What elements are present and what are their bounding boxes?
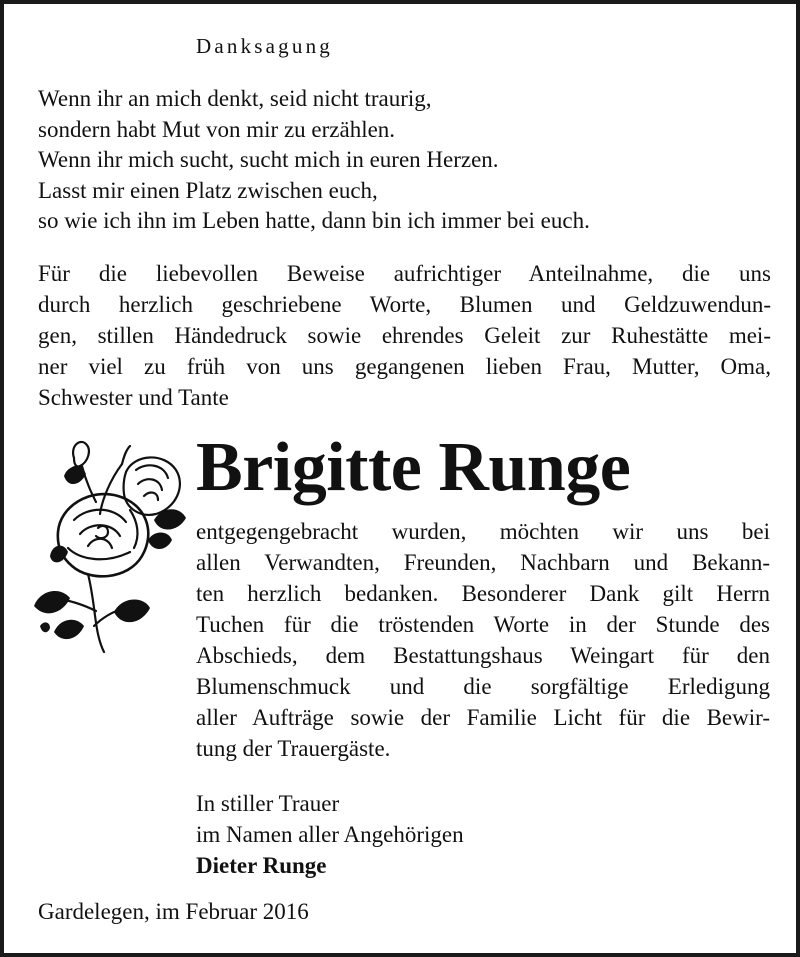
thanks-paragraph bbox=[196, 516, 770, 764]
heading: Danksagung bbox=[196, 34, 333, 58]
thanks-line: aller Aufträge sowie der Familie Licht für die Bewir- bbox=[196, 705, 770, 730]
closing-line: im Namen aller Angehörigen bbox=[196, 822, 464, 847]
thanks-line: tung der Trauergäste. bbox=[196, 736, 391, 761]
signer-name: Dieter Runge bbox=[196, 853, 327, 878]
poem-line: Wenn ihr mich sucht, sucht mich in euren Herzen. bbox=[38, 147, 499, 172]
thanks-line: Tuchen für die tröstenden Worte in der Stunde des bbox=[196, 612, 770, 637]
intro-line: Für die liebevollen Beweise aufrichtiger Anteilnahme, die uns bbox=[38, 261, 771, 286]
thanks-line: Blumenschmuck und die sorgfältige Erledigung bbox=[196, 674, 770, 699]
poem-line: sondern habt Mut von mir zu erzählen. bbox=[38, 116, 396, 142]
thanks-line: ten herzlich bedanken. Besonderer Dank gilt Herrn bbox=[196, 581, 770, 606]
thanks-line: entgegengebracht wurden, möchten wir uns bei bbox=[196, 519, 770, 544]
intro-line: ner viel zu früh von uns gegangenen lieben Frau, Mutter, Oma, bbox=[38, 354, 771, 379]
deceased-name: Brigitte Runge bbox=[196, 429, 631, 506]
intro-line: gen, stillen Händedruck sowie ehrendes Geleit zur Ruhestätte mei- bbox=[38, 323, 771, 348]
closing-line: In stiller Trauer bbox=[196, 791, 340, 816]
thanks-line: allen Verwandten, Freunden, Nachbarn und Bekann- bbox=[196, 550, 770, 575]
rose-icon bbox=[30, 436, 190, 658]
poem-line: Lasst mir einen Platz zwischen euch, bbox=[38, 177, 378, 203]
place-date: Gardelegen, im Februar 2016 bbox=[38, 899, 309, 924]
poem-line: Wenn ihr an mich denkt, seid nicht traurig, bbox=[38, 86, 432, 111]
intro-line: Schwester und Tante bbox=[38, 385, 229, 410]
closing-block bbox=[196, 788, 464, 881]
poem-line: so wie ich ihn im Leben hatte, dann bin ich immer bei euch. bbox=[38, 208, 590, 233]
thanks-line: Abschieds, dem Bestattungshaus Weingart für den bbox=[196, 643, 770, 668]
intro-paragraph bbox=[38, 258, 771, 413]
intro-line: durch herzlich geschriebene Worte, Blumen und Geldzuwendun- bbox=[38, 292, 771, 317]
poem bbox=[38, 84, 768, 237]
